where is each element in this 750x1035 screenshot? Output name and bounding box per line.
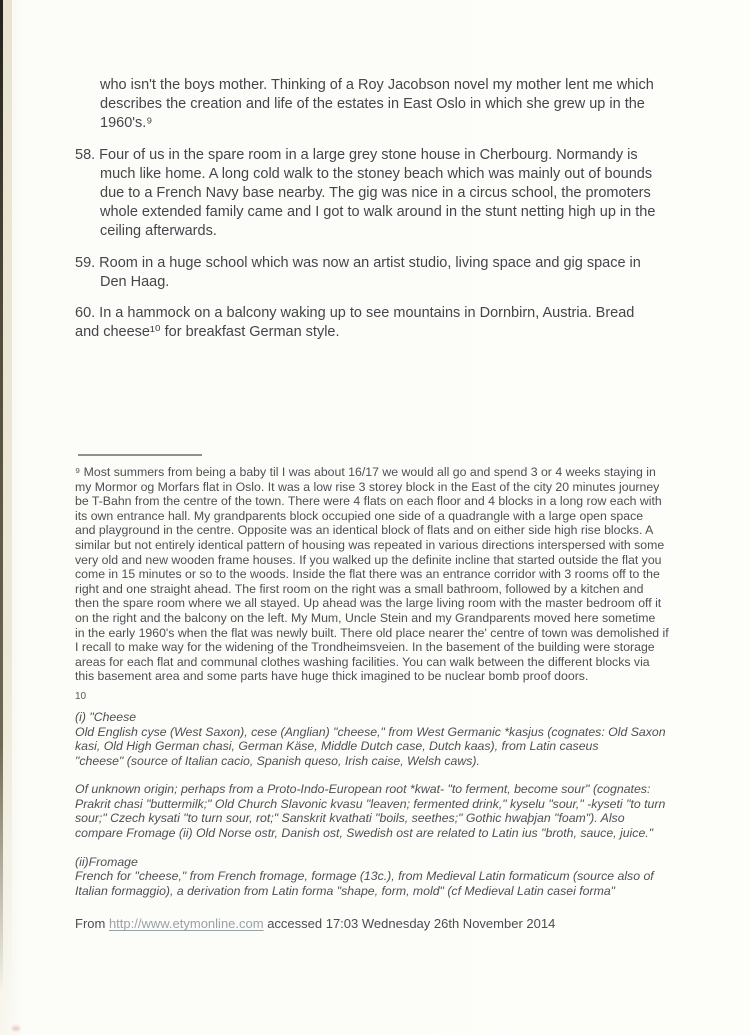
- source-citation: [75, 915, 699, 932]
- footnote-divider: [78, 454, 202, 456]
- document-content: [75, 76, 699, 932]
- footnote-10-origin: Of unknown origin; perhaps from a Proto-Indo-European root *kwat- "to ferment, become sour" (cognates: Prakrit chasi "buttermilk;" Old Church Slavonic kvasu "leaven; fermented drink," kyselu "sour," -kyseti "to turn sour;" Czech kysati "to turn sour, rot;" Sanskrit kvathati "boils, seethes;" Gothic hwaþjan "foam"). Also compare Fromage (ii) Old Norse ostr, Danish ost, Swedish ost are related to Latin ius "broth, sauce, juice.": [75, 782, 666, 841]
- footnote-10-fromage: (ii)Fromage French for "cheese," from French fromage, formage (13c.), from Medieval Latin formaticum (source also of Italian formaggio), a derivation from Latin forma "shape, form, mold" (cf Medieval Latin casei forma": [75, 854, 654, 898]
- footnote-10-cheese-etymology: (i) "Cheese Old English cyse (West Saxon), cese (Anglian) "cheese," from West Germanic *kasjus (cognates: Old Saxon kasi, Old High German chasi, German Käse, Middle Dutch case, Dutch kaas), from Latin caseus "cheese" (source of Italian cacio, Spanish queso, Irish caise, Welsh caws).: [75, 709, 666, 768]
- source-suffix: accessed 17:03 Wednesday 26th November 2014: [263, 916, 556, 932]
- scan-page-edge: [3, 0, 12, 1035]
- paragraph-57-continuation: who isn't the boys mother. Thinking of a Roy Jacobson novel my mother lent me which describes the creation and life of the estates in East Oslo in which she grew up in the 1960's.⁹: [100, 77, 654, 131]
- scan-smudge-artifact: [12, 1026, 20, 1031]
- footnote-10-marker: 10: [75, 690, 87, 702]
- etymonline-link[interactable]: http://www.etymonline.com: [108, 916, 264, 932]
- list-item-58: 58. Four of us in the spare room in a large grey stone house in Cherbourg. Normandy is much like home. A long cold walk to the stoney beach which was mainly out of bounds due to a French Navy base nearby. The gig was nice in a circus school, the promoters whole extended family came and I got to walk around in the stunt netting high up in the ceiling afterwards.: [75, 147, 656, 239]
- list-item-60: 60. In a hammock on a balcony waking up to see mountains in Dornbirn, Austria. Bread and cheese¹⁰ for breakfast German style.: [75, 305, 635, 340]
- footnote-9-oslo-flat: ⁹ Most summers from being a baby til I was about 16/17 we would all go and spend 3 or 4 weeks staying in my Mormor og Morfars flat in Oslo. It was a low rise 3 storey block in the East of the city 20 minutes journey be T-Bahn from the centre of the town. There were 4 flats on each floor and 4 blocks in a long row each with its own entrance hall. My grandparents block occupied one side of a quadrangle with a large open space and playground in the centre. Opposite was an identical block of flats and on either side high rise blocks. A similar but not entirely identical pattern of housing was repeated in various directions interspersed with some very old and new wooden frame houses. If you walked up the definite incline that started outside the flat you come in 15 minutes or so to the woods. Inside the flat there was an entrance corridor with 3 rooms off to the right and one straight ahead. The first room on the right was a small bathroom, followed by a kitchen and then the spare room where we all stayed. Up ahead was the large living room with the master bedroom off it on the right and the balcony on the left. My Mum, Uncle Stein and my Grandparents moved here sometime in the early 1960's when the flat was newly built. There old place nearer the' centre of town was demolished if I recall to make way for the widening of the Trondheimsveien. In the basement of the building were storage areas for each flat and communal clothes washing facilities. You can walk between the different blocks via this basement area and some parts have huge thick imagined to be nuclear bomb proof doors.: [75, 465, 669, 684]
- source-prefix: From: [75, 916, 109, 932]
- list-item-59: 59. Room in a huge school which was now an artist studio, living space and gig space in Den Haag.: [75, 255, 641, 290]
